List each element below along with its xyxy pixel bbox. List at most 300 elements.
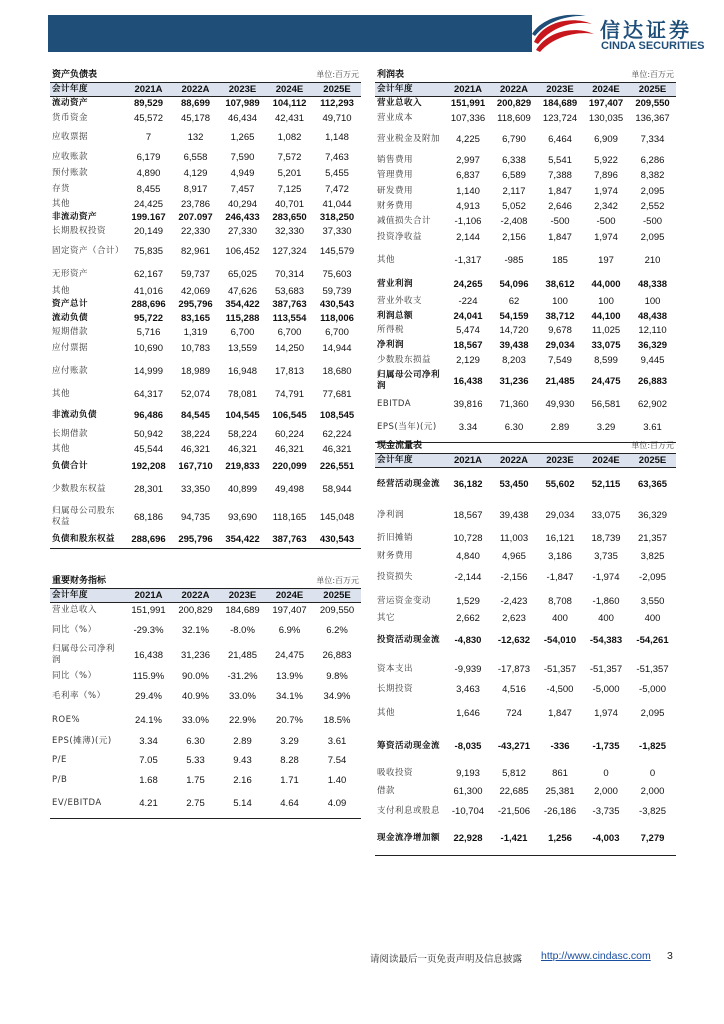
table-row <box>50 284 361 298</box>
row-label: P/B <box>52 774 68 785</box>
row-label: 应收账款 <box>52 151 89 162</box>
table-row <box>375 591 676 611</box>
cell-2021a: 1,529 <box>456 595 480 607</box>
cell-2023e: 354,422 <box>225 299 260 310</box>
cell-2022a: 46,321 <box>180 443 211 455</box>
cell-2024e: 113,554 <box>272 312 307 324</box>
cell-2022a: 6.30 <box>491 414 537 442</box>
cell-2024e: 7,572 <box>277 151 302 163</box>
cell-2024e: 400 <box>598 612 614 624</box>
table-row <box>375 467 676 501</box>
table-header-row <box>375 453 676 467</box>
cell-2022a: 45,178 <box>180 112 211 124</box>
cell-2024e: 20.7% <box>276 714 303 726</box>
cell-2023e: 93,690 <box>227 511 258 523</box>
cell-2023e: 33.0% <box>229 690 256 702</box>
row-label: EBITDA <box>377 398 412 409</box>
table-unit: 单位:百万元 <box>266 64 361 82</box>
cell-2021a: 1.68 <box>139 774 158 786</box>
cell-2022a: -21,506 <box>497 805 531 817</box>
cell-2022a: 10,783 <box>180 343 211 354</box>
cell-2022a: -17,873 <box>497 663 531 675</box>
table-row <box>50 126 361 149</box>
year-header-2025e: 2025E <box>313 588 361 602</box>
year-header-2025e: 2025E <box>629 82 676 96</box>
cell-2024e: -54,383 <box>589 635 623 646</box>
page-number: 3 <box>667 950 673 962</box>
cell-2025e: -5,000 <box>639 684 666 695</box>
cell-2021a: 3.34 <box>139 735 158 747</box>
table-row <box>50 110 361 126</box>
cell-2021a: 2,662 <box>456 612 480 624</box>
cell-2023e: 9.43 <box>233 754 252 766</box>
cell-2025e: 136,367 <box>635 112 670 124</box>
cell-2022a: 6.30 <box>186 735 205 747</box>
table-row <box>50 238 361 264</box>
cell-2022a: 2,156 <box>502 231 526 243</box>
row-label: 无形资产 <box>52 268 89 279</box>
cell-2021a: 192,208 <box>131 460 166 472</box>
cell-2021a: 45,544 <box>133 443 164 455</box>
cell-2021a: 45,572 <box>133 112 164 124</box>
cell-2022a: 5.33 <box>186 754 205 766</box>
table-row <box>375 564 676 591</box>
cell-2023e: -1,847 <box>546 572 574 583</box>
cell-2024e: 14,250 <box>274 343 305 354</box>
cell-2022a: 6,558 <box>183 151 208 163</box>
cell-2023e: 400 <box>552 612 568 624</box>
cell-2025e: 112,293 <box>320 97 354 109</box>
table-row <box>375 823 676 855</box>
row-label: 负债和股东权益 <box>50 531 125 548</box>
cell-2024e: 60,224 <box>274 428 305 440</box>
cell-2021a: 18,567 <box>453 339 483 351</box>
row-label: 短期借款 <box>52 326 89 337</box>
cell-2025e: 118,006 <box>320 312 354 324</box>
cell-2024e: 44,000 <box>591 279 621 290</box>
cell-2024e: 1.71 <box>280 774 299 786</box>
cell-2025e: 12,110 <box>638 324 667 336</box>
cell-2025e: 7,463 <box>325 151 349 163</box>
cell-2021a: 24,041 <box>453 310 483 322</box>
cell-2025e: 7,279 <box>629 823 676 855</box>
cell-2024e: 32,330 <box>274 225 305 237</box>
cell-2025e: 8,382 <box>640 170 665 181</box>
table-row <box>50 427 361 441</box>
year-header-2023e: 2023E <box>537 453 583 467</box>
cell-2025e: 226,551 <box>319 460 355 472</box>
cell-2023e: 58,224 <box>227 428 258 440</box>
row-label: 销售费用 <box>377 154 414 165</box>
cell-2025e: 48,438 <box>637 310 668 322</box>
row-label: 研发费用 <box>377 185 414 196</box>
cell-2022a: 6,338 <box>502 154 526 166</box>
table-row <box>375 214 676 229</box>
cell-2023e: 6,464 <box>548 133 572 145</box>
cell-2025e: 400 <box>644 612 661 624</box>
cell-2023e: 4,949 <box>230 167 255 179</box>
cell-2023e: 184,689 <box>225 604 260 616</box>
cell-2025e: 26,883 <box>322 649 352 661</box>
row-label: 其他 <box>52 198 71 209</box>
cell-2023e: 2,646 <box>548 201 572 212</box>
cell-2022a: 38,224 <box>180 428 211 440</box>
cell-2025e: 2,552 <box>640 201 665 212</box>
table-row <box>50 475 361 503</box>
cell-2024e: 1,082 <box>277 132 302 143</box>
cell-2021a: 288,696 <box>125 531 172 548</box>
row-label: EPS(摊薄)(元) <box>52 735 112 746</box>
cell-2021a: -29.3% <box>133 624 164 636</box>
cell-2022a: 39,438 <box>499 509 529 521</box>
cell-2021a: -8,035 <box>454 741 482 752</box>
cell-2021a: 24,265 <box>453 279 483 290</box>
cell-2022a: 2,117 <box>502 185 526 197</box>
cell-2022a: 6,790 <box>502 133 526 145</box>
cell-2022a: 42,069 <box>180 285 211 297</box>
table-row <box>375 529 676 548</box>
cell-2021a: 68,186 <box>133 511 164 523</box>
cell-2023e: -336 <box>550 741 570 752</box>
cell-2025e: 430,543 <box>313 531 361 548</box>
row-label: 营业总收入 <box>52 604 98 615</box>
year-header-2025e: 2025E <box>313 82 361 96</box>
row-label: 毛利率（%） <box>52 690 106 701</box>
cell-2022a: 118,609 <box>497 112 531 124</box>
cell-2022a: 2.75 <box>172 790 219 818</box>
table-row <box>50 602 361 618</box>
cell-2024e: -500 <box>596 216 616 227</box>
cell-2024e: 1,974 <box>594 185 618 197</box>
cell-2024e: 6.9% <box>278 624 301 636</box>
key-metrics-table <box>50 560 361 819</box>
cell-2023e: 123,724 <box>542 112 578 124</box>
cell-2022a: 5,812 <box>502 767 526 779</box>
cell-2021a: 7 <box>145 132 152 143</box>
cell-2021a: 28,301 <box>133 483 164 495</box>
cell-2021a: 151,991 <box>131 604 166 616</box>
cell-2022a: 54,159 <box>499 310 529 322</box>
cell-2021a: -9,939 <box>454 663 482 675</box>
cell-2024e: 49,498 <box>274 483 305 495</box>
cell-2024e: 106,545 <box>272 410 307 421</box>
header-label: 会计年度 <box>50 82 125 96</box>
cell-2025e: 34.9% <box>323 690 351 702</box>
row-label: 其他 <box>52 388 71 399</box>
cell-2025e: 18,680 <box>322 365 352 377</box>
cell-2022a: 83,165 <box>180 312 211 324</box>
row-label: 同比（%） <box>52 624 97 635</box>
table-row <box>375 276 676 293</box>
row-label: 财务费用 <box>377 550 414 561</box>
cinda-logo <box>530 12 710 60</box>
cell-2025e: 7.54 <box>327 754 347 766</box>
cell-2021a: 75,835 <box>133 245 164 257</box>
row-label: 其它 <box>377 612 396 623</box>
row-label: ROE% <box>52 714 81 725</box>
cell-2022a: 4,965 <box>502 550 526 562</box>
cell-2023e: -26,186 <box>543 805 577 817</box>
cell-2024e: 387,763 <box>266 531 313 548</box>
cell-2024e: 8,599 <box>594 355 618 366</box>
logo-text-en: CINDA SECURITIES <box>601 40 705 52</box>
cell-2021a: 4,890 <box>136 167 161 179</box>
cell-2022a: 2,623 <box>502 612 526 624</box>
cell-2024e: 1,974 <box>594 708 618 719</box>
cell-2023e: 22.9% <box>229 714 256 726</box>
cell-2025e: 3.61 <box>327 735 347 747</box>
cell-2023e: 47,626 <box>227 285 258 297</box>
cell-2023e: -4,500 <box>546 684 574 695</box>
year-header-2024e: 2024E <box>266 82 313 96</box>
row-label: 负债合计 <box>52 460 89 471</box>
row-label: 预付账款 <box>52 167 89 178</box>
cell-2025e: 210 <box>644 255 661 266</box>
cell-2022a: 1.75 <box>186 774 205 786</box>
row-label: 减值损失合计 <box>377 216 432 226</box>
row-label: 营业利润 <box>377 279 414 289</box>
table-row <box>50 441 361 457</box>
cell-2021a: 24,425 <box>133 198 164 210</box>
cell-2024e: 34.1% <box>276 690 303 702</box>
cell-2023e: 40,899 <box>227 483 258 495</box>
cell-2023e: 1,847 <box>548 708 572 719</box>
row-label: 归属母公司净利润 <box>377 370 441 391</box>
cell-2023e: 219,833 <box>225 460 260 472</box>
cell-2022a: 40.9% <box>182 690 209 702</box>
cell-2021a: -2,144 <box>454 572 482 583</box>
row-label: 归属母公司净利润 <box>52 644 116 665</box>
row-label: 资本支出 <box>377 663 414 674</box>
row-label: 少数股东损益 <box>377 355 432 365</box>
year-header-2022a: 2022A <box>172 588 219 602</box>
cell-2025e: 3.61 <box>629 414 676 442</box>
cell-2024e: 46,321 <box>274 443 305 455</box>
cell-2021a: 5,716 <box>136 326 161 338</box>
table-row <box>50 224 361 238</box>
table-title: 现金流量表 <box>375 437 583 453</box>
cell-2024e: 283,650 <box>272 211 307 223</box>
footer-url-link[interactable]: http://www.cindasc.com <box>541 950 651 962</box>
income-statement-table <box>375 64 676 443</box>
cell-2021a: 4.21 <box>125 790 172 818</box>
row-label: 流动负债 <box>52 312 89 323</box>
cell-2022a: 82,961 <box>180 245 211 257</box>
cell-2021a: -4,830 <box>454 635 482 646</box>
cell-2022a: 23,786 <box>180 198 211 210</box>
cell-2023e: 115,288 <box>225 312 260 324</box>
row-label: 营运资金变动 <box>377 595 432 606</box>
footer-disclaimer: 请阅读最后一页免责声明及信息披露 <box>370 954 523 965</box>
table-title: 资产负债表 <box>50 64 266 82</box>
cell-2025e: 62,902 <box>637 398 668 410</box>
table-row <box>50 732 361 750</box>
cell-2023e: 29,034 <box>545 339 575 351</box>
table-row <box>375 183 676 199</box>
cell-2021a: 14,999 <box>133 365 164 377</box>
cell-2024e: 7,125 <box>277 184 302 195</box>
cell-2023e: 184,689 <box>542 97 578 109</box>
cell-2023e: 2.16 <box>233 774 252 786</box>
cell-2025e: 318,250 <box>319 211 355 223</box>
cell-2023e: 7,388 <box>548 170 572 181</box>
row-label: 投资净收益 <box>377 231 423 242</box>
row-label: 财务费用 <box>377 201 414 211</box>
row-label: 货币资金 <box>52 112 89 123</box>
cell-2025e: -54,261 <box>636 635 669 646</box>
cell-2024e: 127,324 <box>272 245 307 257</box>
cell-2025e: 2,095 <box>640 231 665 243</box>
row-label: 少数股东权益 <box>52 483 107 494</box>
cell-2023e: 6,700 <box>230 326 255 338</box>
row-label: EPS(当年)(元) <box>375 414 445 442</box>
cell-2024e: 100 <box>598 295 614 307</box>
row-label: 支付利息或股息 <box>377 805 441 816</box>
row-label: 营业成本 <box>377 112 414 123</box>
cell-2022a: 31,236 <box>499 375 529 387</box>
cell-2022a: 88,699 <box>180 97 211 109</box>
table-row <box>375 229 676 245</box>
table-title: 重要财务指标 <box>50 560 266 588</box>
table-row <box>50 96 361 110</box>
cell-2022a: 31,236 <box>180 649 211 661</box>
table-row <box>375 548 676 564</box>
cell-2021a: 3,463 <box>456 684 480 695</box>
cell-2023e: 65,025 <box>227 268 258 280</box>
cell-2023e: 16,121 <box>545 533 575 544</box>
cell-2023e: 185 <box>552 255 568 266</box>
cell-2024e: 33,075 <box>591 509 621 521</box>
cell-2024e: -3,735 <box>592 805 620 817</box>
header-label: 会计年度 <box>375 453 445 467</box>
cell-2023e: 106,452 <box>225 245 260 257</box>
cell-2025e: 108,545 <box>319 410 355 421</box>
cell-2021a: 22,928 <box>445 823 491 855</box>
cell-2025e: 26,883 <box>637 375 668 387</box>
cell-2025e: 77,681 <box>322 388 352 400</box>
cell-2021a: -1,106 <box>454 216 482 227</box>
cell-2025e: 9.8% <box>326 670 348 682</box>
cell-2024e: 4.64 <box>266 790 313 818</box>
cell-2023e: 2.89 <box>233 735 252 747</box>
row-label: 流动资产 <box>52 97 89 108</box>
cell-2025e: 209,550 <box>319 604 355 616</box>
cell-2025e: 4.09 <box>313 790 361 818</box>
row-label: 应付账款 <box>52 365 89 376</box>
cell-2024e: 118,165 <box>272 511 307 523</box>
cell-2023e: 49,930 <box>545 398 575 410</box>
cell-2021a: 10,690 <box>133 343 164 354</box>
cell-2023e: -500 <box>550 216 570 227</box>
cell-2021a: 50,942 <box>133 428 164 440</box>
cell-2023e: 38,612 <box>545 279 575 290</box>
row-label: 吸收投资 <box>377 767 414 778</box>
cell-2024e: 11,025 <box>591 324 621 336</box>
cell-2023e: 8,708 <box>548 595 572 607</box>
table-row <box>50 165 361 181</box>
cell-2025e: 145,048 <box>319 511 355 523</box>
cell-2022a: 8,917 <box>183 184 208 195</box>
cell-2023e: 107,989 <box>225 97 260 109</box>
cell-2022a: 207.097 <box>178 211 213 223</box>
cell-2025e: 7,472 <box>325 184 349 195</box>
cell-2024e: 387,763 <box>272 299 307 310</box>
cell-2023e: 100 <box>552 295 568 307</box>
cell-2021a: 16,438 <box>133 649 164 661</box>
year-header-2022a: 2022A <box>491 453 537 467</box>
cell-2025e: 46,321 <box>322 443 352 455</box>
year-header-2021a: 2021A <box>125 588 172 602</box>
year-header-2025e: 2025E <box>629 453 676 467</box>
table-row <box>375 110 676 126</box>
cell-2022a: 14,720 <box>499 324 529 336</box>
cell-2023e: 55,602 <box>545 478 575 490</box>
row-label: 经营活动现金流 <box>377 478 441 489</box>
cell-2022a: 33.0% <box>182 714 209 726</box>
row-label: 投资活动现金流 <box>377 635 441 645</box>
cell-2021a: 3.34 <box>445 414 491 442</box>
cell-2023e: 5.14 <box>219 790 266 818</box>
cell-2025e: 6.2% <box>326 624 348 636</box>
cell-2024e: -5,000 <box>592 684 620 695</box>
cell-2023e: 9,678 <box>548 324 572 336</box>
table-row <box>375 199 676 214</box>
cell-2021a: 4,840 <box>456 550 480 562</box>
cell-2025e: -500 <box>643 216 663 227</box>
table-row <box>375 783 676 799</box>
row-label: 利润总额 <box>377 310 414 321</box>
table-row <box>50 503 361 531</box>
cell-2025e: -3,825 <box>639 805 666 817</box>
table-row <box>50 708 361 732</box>
cell-2021a: 4,225 <box>456 133 480 145</box>
cell-2022a: -2,423 <box>500 595 528 607</box>
header-bar <box>48 15 532 52</box>
cell-2023e: 21,485 <box>545 375 575 387</box>
table-row <box>50 149 361 165</box>
table-title-row <box>375 437 676 453</box>
cell-2021a: 115.9% <box>132 670 165 682</box>
table-row <box>50 618 361 642</box>
cell-2024e: 44,100 <box>591 310 621 322</box>
cell-2025e: 3,825 <box>640 550 665 562</box>
cell-2021a: 10,728 <box>453 533 483 544</box>
table-row <box>50 181 361 198</box>
cell-2021a: 20,149 <box>133 225 164 237</box>
cell-2021a: 199.167 <box>131 211 166 223</box>
cell-2024e: 3.29 <box>583 414 629 442</box>
cell-2021a: 5,474 <box>456 324 480 336</box>
table-row <box>50 750 361 770</box>
table-row <box>375 152 676 168</box>
cell-2025e: 3,550 <box>640 595 665 607</box>
year-header-2021a: 2021A <box>445 453 491 467</box>
table-header-row <box>375 82 676 96</box>
cell-2024e: 1,974 <box>594 231 618 243</box>
row-label: 所得税 <box>377 324 405 335</box>
table-header-row <box>50 588 361 602</box>
cell-2022a: -1,421 <box>491 823 537 855</box>
cell-2022a: 724 <box>506 708 522 719</box>
cell-2022a: 8,203 <box>502 355 526 366</box>
row-label: 资产总计 <box>52 299 89 309</box>
table-unit: 单位:百万元 <box>583 64 676 82</box>
cell-2023e: 25,381 <box>545 785 575 797</box>
cell-2025e: 145,579 <box>319 245 355 257</box>
cell-2023e: 7,549 <box>548 355 572 366</box>
table-row <box>50 642 361 668</box>
cell-2025e: 62,224 <box>322 428 352 440</box>
